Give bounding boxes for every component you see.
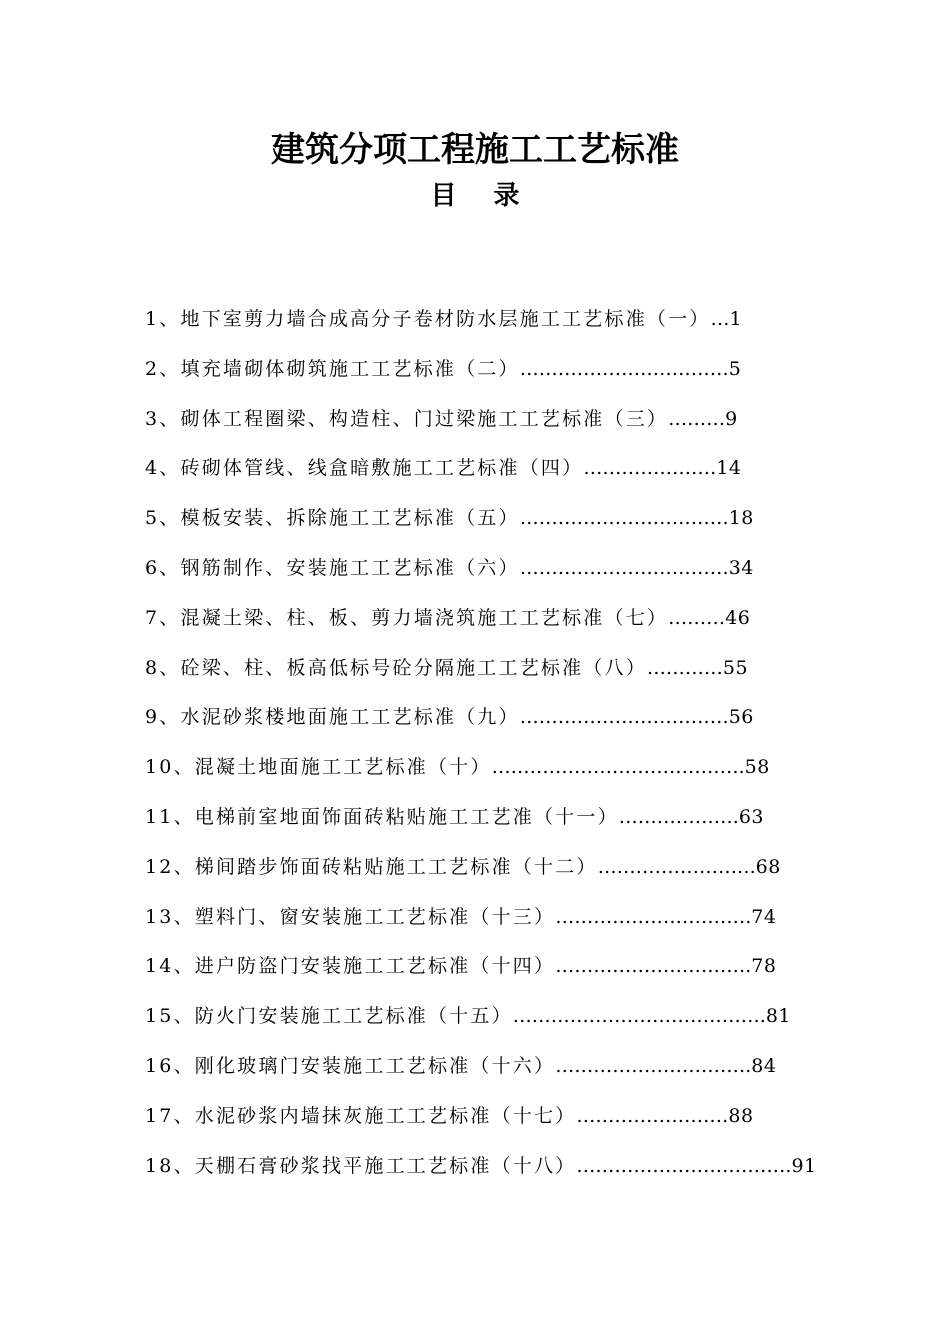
toc-entry-title: 砌体工程圈梁、构造柱、门过梁施工工艺标准（三） <box>180 407 669 430</box>
toc-entry[interactable] <box>145 700 805 750</box>
toc-entry-leader: ………… <box>646 656 723 679</box>
toc-entry-title: 进户防盗门安装施工工艺标准（十四） <box>194 955 556 978</box>
toc-entry-number: 2、 <box>145 357 181 380</box>
toc-entry-number: 3、 <box>145 407 181 430</box>
toc-entry[interactable] <box>145 551 805 601</box>
toc-entry-number: 1、 <box>145 308 181 330</box>
toc-entry-title: 填充墙砌体砌筑施工工艺标准（二） <box>180 357 520 380</box>
toc-entry-title: 砼梁、柱、板高低标号砼分隔施工工艺标准（八） <box>180 656 647 679</box>
toc-entry-number: 10、 <box>145 756 195 779</box>
toc-heading: 目 录 <box>430 181 534 211</box>
toc-entry-page: 34 <box>728 556 754 579</box>
toc-entry-page: 56 <box>728 706 754 729</box>
toc-entry-number: 18、 <box>145 1154 195 1177</box>
toc-entry-number: 8、 <box>145 656 181 679</box>
toc-entry-title: 天棚石膏砂浆找平施工工艺标准（十八） <box>194 1154 577 1177</box>
toc-entry-title: 混凝土梁、柱、板、剪力墙浇筑施工工艺标准（七） <box>180 606 669 629</box>
toc-entry-title: 塑料门、窗安装施工工艺标准（十三） <box>194 905 556 928</box>
toc-entry-title: 梯间踏步饰面砖粘贴施工工艺标准（十二） <box>194 855 598 878</box>
toc-entry-leader: …………………………. <box>555 1054 752 1077</box>
toc-entry-leader: …………………………… <box>519 507 729 530</box>
toc-entry-title: 刚化玻璃门安装施工工艺标准（十六） <box>194 1054 556 1077</box>
toc-entry-number: 16、 <box>145 1054 195 1077</box>
toc-entry-leader: ………………… <box>583 457 717 480</box>
toc-entry-page: 88 <box>728 1104 754 1127</box>
toc-entry-number: 17、 <box>145 1104 195 1127</box>
toc-entry-page: 55 <box>722 656 749 679</box>
table-of-contents <box>145 302 817 1198</box>
toc-entry-number: 15、 <box>145 1005 195 1028</box>
toc-entry-leader: …………………………… <box>519 357 729 380</box>
toc-entry-page: 1 <box>729 308 743 330</box>
toc-entry[interactable] <box>145 501 805 551</box>
toc-entry-page: 9 <box>725 407 738 430</box>
document-title: 建筑分项工程施工工艺标准 <box>271 130 679 170</box>
toc-entry-page: 78 <box>751 955 777 978</box>
toc-entry-page: 58 <box>744 756 770 779</box>
toc-entry-leader: ……………………………. <box>576 1154 792 1177</box>
toc-entry-page: 14 <box>716 457 742 480</box>
toc-entry-number: 11、 <box>145 805 195 828</box>
toc-entry-leader: …………………………………. <box>512 1005 766 1028</box>
toc-entry-leader: ……………………. <box>597 855 756 878</box>
toc-entry[interactable] <box>145 1099 805 1149</box>
toc-entry-page: 81 <box>765 1005 792 1028</box>
toc-entry-number: 7、 <box>145 606 181 629</box>
toc-entry[interactable] <box>145 750 805 800</box>
toc-entry-leader: …………………………… <box>519 706 729 729</box>
toc-entry-leader: …………………………… <box>519 556 729 579</box>
toc-entry[interactable] <box>145 352 805 402</box>
toc-entry-page: 68 <box>755 855 781 878</box>
toc-entry-title: 模板安装、拆除施工工艺标准（五） <box>180 507 520 530</box>
toc-entry[interactable] <box>145 302 805 352</box>
toc-entry-leader: …………………………. <box>555 955 752 978</box>
toc-entry-title: 防火门安装施工工艺标准（十五） <box>194 1005 513 1028</box>
toc-entry-page: 84 <box>751 1054 777 1077</box>
toc-entry-page: 74 <box>751 905 777 928</box>
toc-entry-page: 5 <box>728 357 742 380</box>
toc-entry[interactable] <box>145 900 805 950</box>
toc-entry-title: 水泥砂浆内墙抹灰施工工艺标准（十七） <box>194 1104 577 1127</box>
toc-entry-leader: … <box>710 308 730 330</box>
toc-entry-leader: …………………… <box>576 1104 729 1127</box>
toc-entry-page: 18 <box>728 507 754 530</box>
toc-entry-page: 63 <box>738 805 765 828</box>
toc-entry[interactable] <box>145 949 805 999</box>
toc-entry[interactable] <box>145 999 805 1049</box>
toc-entry-title: 地下室剪力墙合成高分子卷材防水层施工工艺标准（一） <box>180 308 711 330</box>
toc-entry[interactable] <box>145 451 805 501</box>
toc-entry-number: 12、 <box>145 855 195 878</box>
toc-entry[interactable] <box>145 800 805 850</box>
toc-entry-leader: ………………. <box>618 805 739 828</box>
toc-entry-page: 91 <box>791 1154 817 1177</box>
toc-entry[interactable] <box>145 1049 805 1099</box>
toc-entry-number: 9、 <box>145 706 181 729</box>
toc-entry-title: 水泥砂浆楼地面施工工艺标准（九） <box>180 706 520 729</box>
toc-entry-number: 6、 <box>145 556 181 579</box>
toc-entry-title: 砖砌体管线、线盒暗敷施工工艺标准（四） <box>180 457 584 480</box>
toc-entry-title: 混凝土地面施工工艺标准（十） <box>194 756 492 779</box>
toc-entry[interactable] <box>145 601 805 651</box>
toc-entry-leader: …………………………. <box>555 905 752 928</box>
toc-entry-number: 13、 <box>145 905 195 928</box>
toc-entry[interactable] <box>145 850 805 900</box>
toc-entry-leader: …………………………………. <box>491 756 745 779</box>
toc-entry-number: 5、 <box>145 507 181 530</box>
toc-entry-title: 钢筋制作、安装施工工艺标准（六） <box>180 556 520 579</box>
toc-entry[interactable] <box>145 651 805 701</box>
toc-entry-number: 14、 <box>145 955 195 978</box>
toc-entry[interactable] <box>145 402 805 452</box>
toc-entry-title: 电梯前室地面饰面砖粘贴施工工艺准（十一） <box>194 805 619 828</box>
toc-entry-leader: ……… <box>668 407 726 430</box>
toc-entry-leader: ……… <box>668 606 726 629</box>
toc-entry-number: 4、 <box>145 457 181 480</box>
toc-entry[interactable] <box>145 1149 817 1199</box>
toc-entry-page: 46 <box>725 606 751 629</box>
